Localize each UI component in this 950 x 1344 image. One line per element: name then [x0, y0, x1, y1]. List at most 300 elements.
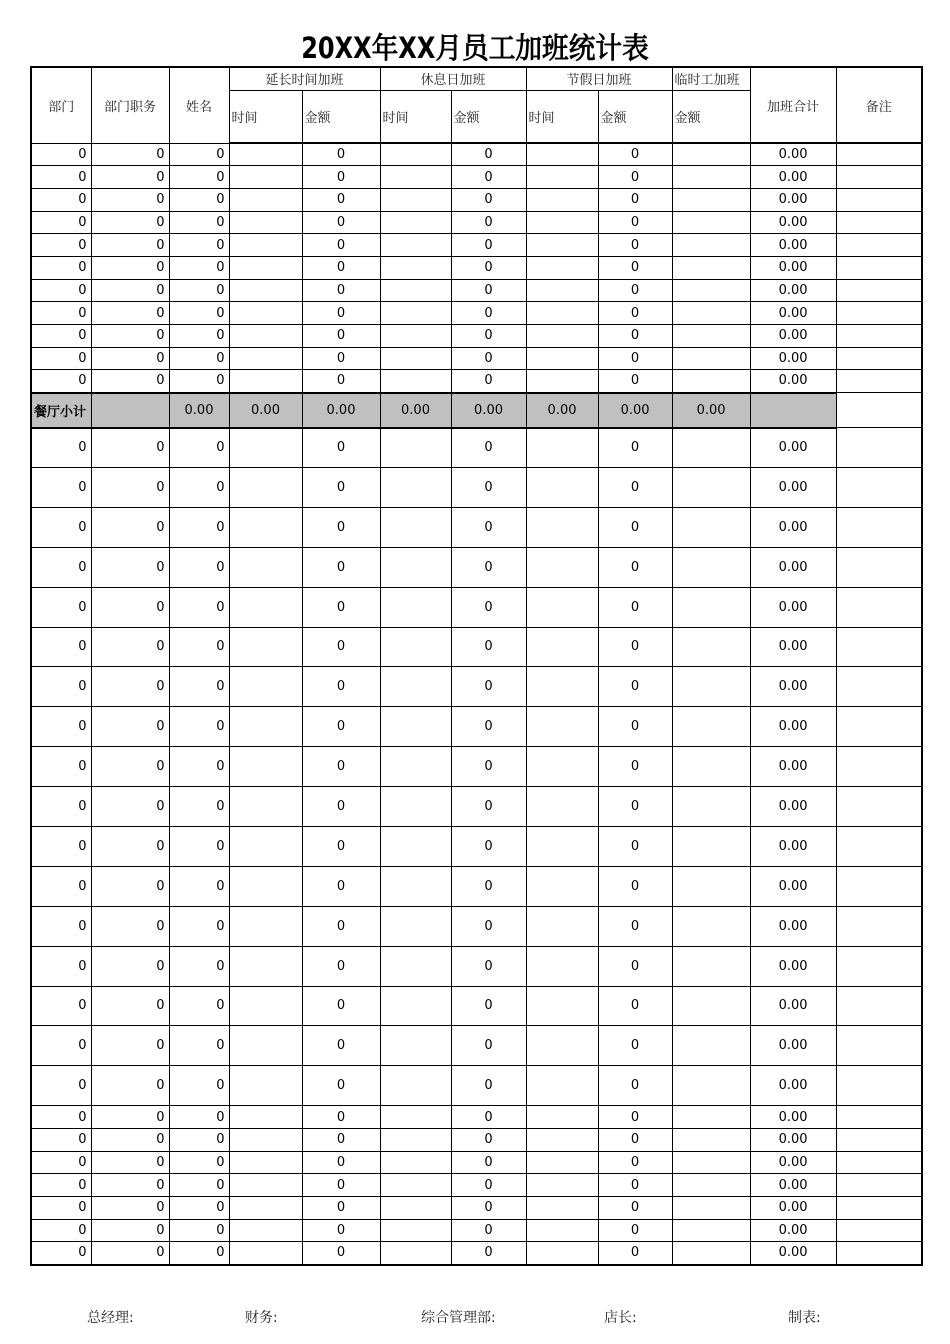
cell-dept[interactable]: 0 [31, 1242, 91, 1265]
cell-dept[interactable]: 0 [31, 1066, 91, 1106]
cell-ext-time[interactable] [229, 347, 302, 370]
cell-total[interactable]: 0.00 [750, 866, 836, 906]
cell-ext-amount[interactable]: 0 [302, 866, 380, 906]
cell-dept[interactable]: 0 [31, 507, 91, 547]
cell-total[interactable]: 0.00 [750, 826, 836, 866]
cell-position[interactable]: 0 [91, 1106, 169, 1129]
cell-position[interactable]: 0 [91, 627, 169, 667]
cell-ext-amount[interactable]: 0 [302, 1242, 380, 1265]
cell-holiday-amount[interactable]: 0 [598, 1066, 672, 1106]
cell-name[interactable]: 0 [169, 787, 229, 827]
cell-rest-amount[interactable]: 0 [451, 627, 526, 667]
cell-total[interactable]: 0.00 [750, 302, 836, 325]
cell-rest-amount[interactable]: 0 [451, 302, 526, 325]
cell-holiday-amount[interactable]: 0 [598, 370, 672, 393]
cell-total[interactable]: 0.00 [750, 587, 836, 627]
cell-rest-time[interactable] [380, 1196, 451, 1219]
cell-total[interactable]: 0.00 [750, 166, 836, 189]
cell-rest-time[interactable] [380, 547, 451, 587]
cell-ext-amount[interactable]: 0 [302, 234, 380, 257]
cell-ext-time[interactable] [229, 234, 302, 257]
cell-temp-amount[interactable] [672, 1128, 750, 1151]
cell-rest-time[interactable] [380, 1026, 451, 1066]
cell-temp-amount[interactable] [672, 279, 750, 302]
cell-holiday-time[interactable] [526, 370, 598, 393]
cell-dept[interactable]: 0 [31, 826, 91, 866]
cell-holiday-amount[interactable]: 0 [598, 946, 672, 986]
cell-rest-time[interactable] [380, 747, 451, 787]
cell-ext-amount[interactable]: 0 [302, 302, 380, 325]
cell-dept[interactable]: 0 [31, 667, 91, 707]
cell-name[interactable]: 0 [169, 211, 229, 234]
cell-holiday-time[interactable] [526, 1196, 598, 1219]
cell-name[interactable]: 0 [169, 1151, 229, 1174]
cell-holiday-amount[interactable]: 0 [598, 507, 672, 547]
cell-total[interactable]: 0.00 [750, 1242, 836, 1265]
cell-holiday-amount[interactable]: 0 [598, 547, 672, 587]
cell-total[interactable]: 0.00 [750, 467, 836, 507]
cell-rest-amount[interactable]: 0 [451, 1242, 526, 1265]
cell-name[interactable]: 0 [169, 826, 229, 866]
cell-rest-time[interactable] [380, 946, 451, 986]
cell-temp-amount[interactable] [672, 507, 750, 547]
cell-total[interactable]: 0.00 [750, 906, 836, 946]
cell-holiday-amount[interactable]: 0 [598, 1106, 672, 1129]
cell-ext-amount[interactable]: 0 [302, 1066, 380, 1106]
cell-ext-amount[interactable]: 0 [302, 1026, 380, 1066]
cell-temp-amount[interactable] [672, 256, 750, 279]
cell-ext-amount[interactable]: 0 [302, 547, 380, 587]
cell-rest-amount[interactable]: 0 [451, 188, 526, 211]
cell-position[interactable]: 0 [91, 347, 169, 370]
cell-holiday-time[interactable] [526, 211, 598, 234]
cell-ext-time[interactable] [229, 370, 302, 393]
cell-rest-time[interactable] [380, 279, 451, 302]
cell-name[interactable]: 0 [169, 946, 229, 986]
cell-rest-time[interactable] [380, 1151, 451, 1174]
cell-name[interactable]: 0 [169, 188, 229, 211]
cell-temp-amount[interactable] [672, 787, 750, 827]
cell-holiday-time[interactable] [526, 747, 598, 787]
cell-holiday-amount[interactable]: 0 [598, 467, 672, 507]
cell-holiday-time[interactable] [526, 627, 598, 667]
cell-rest-time[interactable] [380, 986, 451, 1026]
cell-holiday-time[interactable] [526, 256, 598, 279]
cell-remark[interactable] [836, 143, 922, 166]
cell-holiday-amount[interactable]: 0 [598, 787, 672, 827]
cell-temp-amount[interactable] [672, 866, 750, 906]
cell-dept[interactable]: 0 [31, 347, 91, 370]
cell-holiday-time[interactable] [526, 188, 598, 211]
cell-total[interactable]: 0.00 [750, 507, 836, 547]
cell-name[interactable]: 0 [169, 1026, 229, 1066]
cell-remark[interactable] [836, 1196, 922, 1219]
cell-temp-amount[interactable] [672, 302, 750, 325]
cell-rest-amount[interactable]: 0 [451, 1219, 526, 1242]
cell-holiday-amount[interactable]: 0 [598, 211, 672, 234]
cell-holiday-amount[interactable]: 0 [598, 302, 672, 325]
cell-position[interactable]: 0 [91, 428, 169, 468]
cell-remark[interactable] [836, 906, 922, 946]
cell-name[interactable]: 0 [169, 747, 229, 787]
cell-remark[interactable] [836, 370, 922, 393]
cell-remark[interactable] [836, 211, 922, 234]
cell-rest-amount[interactable]: 0 [451, 707, 526, 747]
cell-position[interactable]: 0 [91, 188, 169, 211]
cell-rest-amount[interactable]: 0 [451, 826, 526, 866]
cell-holiday-amount[interactable]: 0 [598, 906, 672, 946]
cell-position[interactable]: 0 [91, 707, 169, 747]
cell-ext-time[interactable] [229, 946, 302, 986]
cell-ext-amount[interactable]: 0 [302, 1151, 380, 1174]
cell-rest-time[interactable] [380, 1242, 451, 1265]
cell-rest-amount[interactable]: 0 [451, 1196, 526, 1219]
cell-total[interactable]: 0.00 [750, 1106, 836, 1129]
cell-temp-amount[interactable] [672, 1106, 750, 1129]
cell-temp-amount[interactable] [672, 1026, 750, 1066]
cell-ext-amount[interactable]: 0 [302, 667, 380, 707]
cell-rest-time[interactable] [380, 667, 451, 707]
cell-rest-time[interactable] [380, 1066, 451, 1106]
cell-temp-amount[interactable] [672, 188, 750, 211]
cell-holiday-time[interactable] [526, 279, 598, 302]
cell-position[interactable]: 0 [91, 1128, 169, 1151]
cell-position[interactable]: 0 [91, 1151, 169, 1174]
cell-remark[interactable] [836, 747, 922, 787]
cell-total[interactable]: 0.00 [750, 1066, 836, 1106]
cell-rest-amount[interactable]: 0 [451, 143, 526, 166]
cell-name[interactable]: 0 [169, 325, 229, 348]
cell-dept[interactable]: 0 [31, 188, 91, 211]
cell-total[interactable]: 0.00 [750, 143, 836, 166]
cell-rest-time[interactable] [380, 1174, 451, 1197]
cell-remark[interactable] [836, 302, 922, 325]
cell-ext-time[interactable] [229, 547, 302, 587]
cell-remark[interactable] [836, 467, 922, 507]
cell-total[interactable]: 0.00 [750, 1174, 836, 1197]
cell-position[interactable]: 0 [91, 547, 169, 587]
cell-position[interactable]: 0 [91, 1174, 169, 1197]
cell-name[interactable]: 0 [169, 1106, 229, 1129]
cell-total[interactable]: 0.00 [750, 787, 836, 827]
cell-position[interactable]: 0 [91, 234, 169, 257]
cell-name[interactable]: 0 [169, 1196, 229, 1219]
cell-remark[interactable] [836, 587, 922, 627]
cell-rest-amount[interactable]: 0 [451, 234, 526, 257]
cell-remark[interactable] [836, 347, 922, 370]
cell-holiday-amount[interactable]: 0 [598, 667, 672, 707]
cell-rest-amount[interactable]: 0 [451, 507, 526, 547]
cell-rest-amount[interactable]: 0 [451, 667, 526, 707]
cell-remark[interactable] [836, 1128, 922, 1151]
cell-holiday-amount[interactable]: 0 [598, 166, 672, 189]
cell-name[interactable]: 0 [169, 707, 229, 747]
cell-ext-amount[interactable]: 0 [302, 787, 380, 827]
cell-holiday-amount[interactable]: 0 [598, 256, 672, 279]
cell-holiday-time[interactable] [526, 1242, 598, 1265]
cell-temp-amount[interactable] [672, 826, 750, 866]
cell-rest-time[interactable] [380, 325, 451, 348]
cell-holiday-amount[interactable]: 0 [598, 1242, 672, 1265]
cell-remark[interactable] [836, 507, 922, 547]
cell-name[interactable]: 0 [169, 587, 229, 627]
cell-holiday-time[interactable] [526, 1174, 598, 1197]
cell-position[interactable]: 0 [91, 1026, 169, 1066]
cell-remark[interactable] [836, 667, 922, 707]
cell-rest-amount[interactable]: 0 [451, 256, 526, 279]
cell-dept[interactable]: 0 [31, 143, 91, 166]
cell-ext-time[interactable] [229, 143, 302, 166]
cell-rest-amount[interactable]: 0 [451, 347, 526, 370]
cell-ext-time[interactable] [229, 707, 302, 747]
cell-rest-time[interactable] [380, 787, 451, 827]
cell-dept[interactable]: 0 [31, 166, 91, 189]
cell-ext-amount[interactable]: 0 [302, 279, 380, 302]
cell-ext-amount[interactable]: 0 [302, 1128, 380, 1151]
cell-ext-amount[interactable]: 0 [302, 428, 380, 468]
cell-rest-amount[interactable]: 0 [451, 1066, 526, 1106]
cell-holiday-amount[interactable]: 0 [598, 188, 672, 211]
cell-rest-time[interactable] [380, 587, 451, 627]
cell-dept[interactable]: 0 [31, 1151, 91, 1174]
cell-ext-time[interactable] [229, 747, 302, 787]
cell-ext-amount[interactable]: 0 [302, 906, 380, 946]
cell-ext-amount[interactable]: 0 [302, 826, 380, 866]
cell-total[interactable]: 0.00 [750, 986, 836, 1026]
cell-total[interactable]: 0.00 [750, 211, 836, 234]
cell-temp-amount[interactable] [672, 1151, 750, 1174]
cell-rest-amount[interactable]: 0 [451, 587, 526, 627]
cell-rest-time[interactable] [380, 627, 451, 667]
cell-remark[interactable] [836, 1151, 922, 1174]
cell-rest-time[interactable] [380, 906, 451, 946]
cell-temp-amount[interactable] [672, 946, 750, 986]
cell-rest-time[interactable] [380, 428, 451, 468]
cell-rest-time[interactable] [380, 507, 451, 547]
cell-name[interactable]: 0 [169, 1128, 229, 1151]
cell-holiday-time[interactable] [526, 507, 598, 547]
cell-ext-amount[interactable]: 0 [302, 347, 380, 370]
cell-total[interactable]: 0.00 [750, 279, 836, 302]
cell-ext-time[interactable] [229, 166, 302, 189]
cell-holiday-time[interactable] [526, 707, 598, 747]
cell-total[interactable]: 0.00 [750, 1026, 836, 1066]
cell-holiday-time[interactable] [526, 143, 598, 166]
cell-name[interactable]: 0 [169, 234, 229, 257]
cell-position[interactable]: 0 [91, 302, 169, 325]
cell-name[interactable]: 0 [169, 1219, 229, 1242]
cell-holiday-time[interactable] [526, 1128, 598, 1151]
cell-rest-time[interactable] [380, 1219, 451, 1242]
cell-ext-amount[interactable]: 0 [302, 143, 380, 166]
cell-name[interactable]: 0 [169, 1174, 229, 1197]
cell-ext-amount[interactable]: 0 [302, 325, 380, 348]
cell-position[interactable]: 0 [91, 166, 169, 189]
cell-holiday-time[interactable] [526, 667, 598, 707]
cell-dept[interactable]: 0 [31, 279, 91, 302]
cell-ext-amount[interactable]: 0 [302, 1219, 380, 1242]
cell-rest-amount[interactable]: 0 [451, 325, 526, 348]
cell-holiday-time[interactable] [526, 986, 598, 1026]
cell-rest-time[interactable] [380, 166, 451, 189]
cell-ext-time[interactable] [229, 325, 302, 348]
cell-ext-time[interactable] [229, 1066, 302, 1106]
subtotal-cell[interactable] [750, 393, 836, 428]
cell-temp-amount[interactable] [672, 1242, 750, 1265]
cell-dept[interactable]: 0 [31, 1106, 91, 1129]
cell-position[interactable]: 0 [91, 906, 169, 946]
cell-dept[interactable]: 0 [31, 1196, 91, 1219]
cell-remark[interactable] [836, 787, 922, 827]
cell-rest-amount[interactable]: 0 [451, 428, 526, 468]
cell-temp-amount[interactable] [672, 234, 750, 257]
cell-rest-time[interactable] [380, 707, 451, 747]
cell-rest-time[interactable] [380, 1128, 451, 1151]
cell-name[interactable]: 0 [169, 627, 229, 667]
cell-dept[interactable]: 0 [31, 627, 91, 667]
cell-holiday-amount[interactable]: 0 [598, 428, 672, 468]
cell-total[interactable]: 0.00 [750, 627, 836, 667]
cell-ext-time[interactable] [229, 1026, 302, 1066]
cell-total[interactable]: 0.00 [750, 707, 836, 747]
cell-temp-amount[interactable] [672, 370, 750, 393]
cell-holiday-time[interactable] [526, 302, 598, 325]
cell-ext-amount[interactable]: 0 [302, 507, 380, 547]
subtotal-cell[interactable]: 0.00 [229, 393, 302, 428]
cell-dept[interactable]: 0 [31, 1219, 91, 1242]
cell-ext-time[interactable] [229, 428, 302, 468]
cell-holiday-amount[interactable]: 0 [598, 587, 672, 627]
cell-ext-time[interactable] [229, 1174, 302, 1197]
cell-holiday-amount[interactable]: 0 [598, 279, 672, 302]
cell-remark[interactable] [836, 1242, 922, 1265]
cell-ext-time[interactable] [229, 1128, 302, 1151]
cell-holiday-time[interactable] [526, 234, 598, 257]
cell-dept[interactable]: 0 [31, 256, 91, 279]
cell-position[interactable]: 0 [91, 667, 169, 707]
cell-holiday-time[interactable] [526, 1026, 598, 1066]
cell-rest-time[interactable] [380, 143, 451, 166]
cell-rest-amount[interactable]: 0 [451, 370, 526, 393]
subtotal-cell[interactable]: 0.00 [526, 393, 598, 428]
cell-ext-time[interactable] [229, 906, 302, 946]
cell-dept[interactable]: 0 [31, 946, 91, 986]
cell-holiday-amount[interactable]: 0 [598, 707, 672, 747]
cell-name[interactable]: 0 [169, 1242, 229, 1265]
cell-rest-time[interactable] [380, 302, 451, 325]
cell-remark[interactable] [836, 627, 922, 667]
cell-rest-amount[interactable]: 0 [451, 866, 526, 906]
cell-ext-time[interactable] [229, 627, 302, 667]
cell-temp-amount[interactable] [672, 906, 750, 946]
cell-temp-amount[interactable] [672, 166, 750, 189]
cell-position[interactable]: 0 [91, 587, 169, 627]
cell-position[interactable]: 0 [91, 325, 169, 348]
cell-remark[interactable] [836, 325, 922, 348]
cell-ext-time[interactable] [229, 279, 302, 302]
cell-name[interactable]: 0 [169, 866, 229, 906]
cell-rest-amount[interactable]: 0 [451, 547, 526, 587]
cell-temp-amount[interactable] [672, 587, 750, 627]
cell-rest-amount[interactable]: 0 [451, 1106, 526, 1129]
cell-rest-time[interactable] [380, 188, 451, 211]
cell-position[interactable]: 0 [91, 211, 169, 234]
cell-position[interactable]: 0 [91, 467, 169, 507]
cell-holiday-amount[interactable]: 0 [598, 826, 672, 866]
cell-rest-amount[interactable]: 0 [451, 279, 526, 302]
cell-holiday-time[interactable] [526, 1151, 598, 1174]
cell-position[interactable]: 0 [91, 946, 169, 986]
cell-holiday-time[interactable] [526, 1219, 598, 1242]
cell-ext-amount[interactable]: 0 [302, 1106, 380, 1129]
cell-rest-time[interactable] [380, 866, 451, 906]
cell-dept[interactable]: 0 [31, 1026, 91, 1066]
cell-dept[interactable]: 0 [31, 211, 91, 234]
cell-rest-amount[interactable]: 0 [451, 166, 526, 189]
cell-ext-amount[interactable]: 0 [302, 1196, 380, 1219]
cell-temp-amount[interactable] [672, 667, 750, 707]
cell-temp-amount[interactable] [672, 986, 750, 1026]
cell-rest-time[interactable] [380, 347, 451, 370]
cell-remark[interactable] [836, 256, 922, 279]
cell-total[interactable]: 0.00 [750, 1196, 836, 1219]
cell-rest-time[interactable] [380, 370, 451, 393]
cell-ext-time[interactable] [229, 211, 302, 234]
cell-dept[interactable]: 0 [31, 1128, 91, 1151]
cell-dept[interactable]: 0 [31, 302, 91, 325]
cell-ext-time[interactable] [229, 467, 302, 507]
cell-total[interactable]: 0.00 [750, 667, 836, 707]
cell-remark[interactable] [836, 946, 922, 986]
cell-name[interactable]: 0 [169, 428, 229, 468]
cell-holiday-amount[interactable]: 0 [598, 1128, 672, 1151]
cell-ext-time[interactable] [229, 667, 302, 707]
cell-temp-amount[interactable] [672, 1066, 750, 1106]
subtotal-cell[interactable]: 0.00 [302, 393, 380, 428]
cell-ext-amount[interactable]: 0 [302, 986, 380, 1026]
cell-holiday-time[interactable] [526, 467, 598, 507]
cell-remark[interactable] [836, 1219, 922, 1242]
cell-ext-time[interactable] [229, 1196, 302, 1219]
cell-rest-time[interactable] [380, 211, 451, 234]
cell-ext-amount[interactable]: 0 [302, 946, 380, 986]
cell-temp-amount[interactable] [672, 428, 750, 468]
cell-ext-amount[interactable]: 0 [302, 256, 380, 279]
cell-holiday-amount[interactable]: 0 [598, 1219, 672, 1242]
cell-total[interactable]: 0.00 [750, 256, 836, 279]
cell-rest-time[interactable] [380, 467, 451, 507]
cell-holiday-time[interactable] [526, 325, 598, 348]
cell-rest-amount[interactable]: 0 [451, 906, 526, 946]
cell-name[interactable]: 0 [169, 256, 229, 279]
cell-holiday-time[interactable] [526, 787, 598, 827]
cell-rest-time[interactable] [380, 1106, 451, 1129]
cell-dept[interactable]: 0 [31, 1174, 91, 1197]
cell-ext-amount[interactable]: 0 [302, 211, 380, 234]
cell-remark[interactable] [836, 826, 922, 866]
cell-position[interactable]: 0 [91, 256, 169, 279]
cell-name[interactable]: 0 [169, 986, 229, 1026]
cell-position[interactable]: 0 [91, 1219, 169, 1242]
cell-remark[interactable] [836, 1106, 922, 1129]
cell-dept[interactable]: 0 [31, 587, 91, 627]
cell-remark[interactable] [836, 866, 922, 906]
cell-dept[interactable]: 0 [31, 906, 91, 946]
cell-holiday-amount[interactable]: 0 [598, 1196, 672, 1219]
cell-position[interactable]: 0 [91, 986, 169, 1026]
cell-total[interactable]: 0.00 [750, 946, 836, 986]
cell-temp-amount[interactable] [672, 547, 750, 587]
